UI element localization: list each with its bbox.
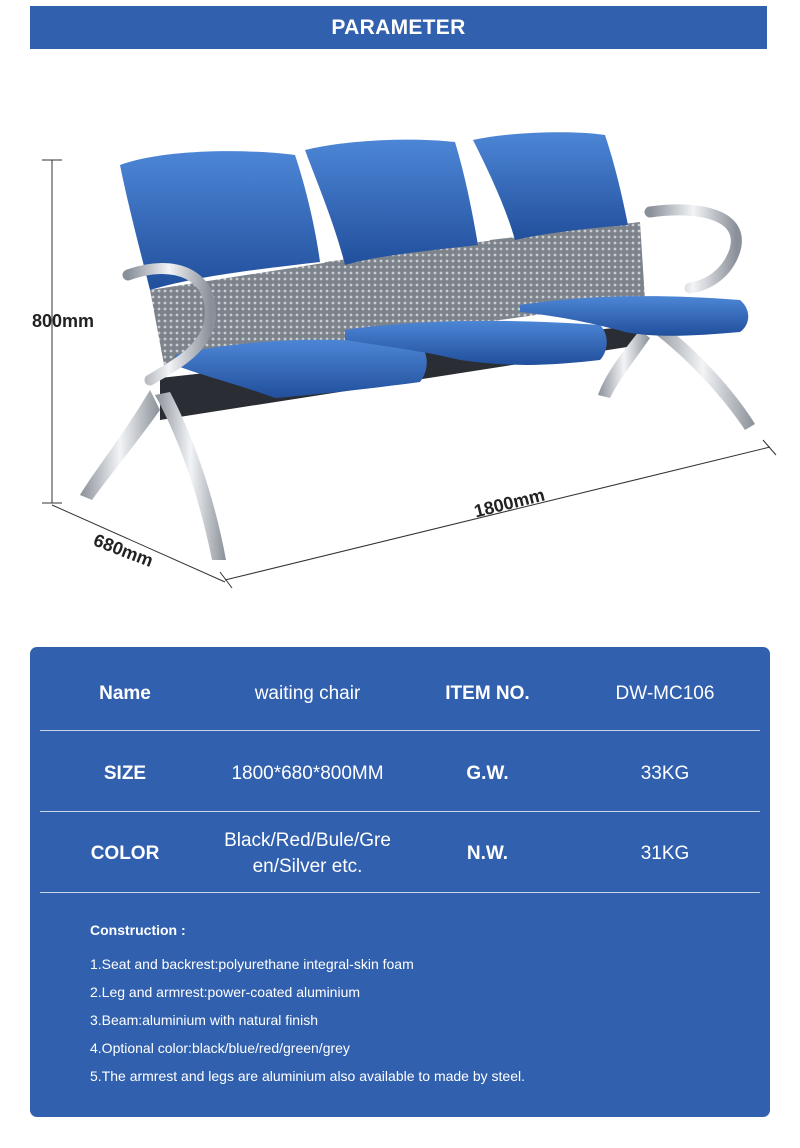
spec-label: N.W. xyxy=(466,843,509,864)
construction-item: 5.The armrest and legs are aluminium also available to made by steel. xyxy=(90,1068,525,1084)
construction-title: Construction : xyxy=(90,922,186,938)
construction-item: 2.Leg and armrest:power-coated aluminium xyxy=(90,984,361,1000)
spec-label: COLOR xyxy=(90,843,160,864)
width-dimension-label: 1800mm xyxy=(472,484,547,522)
spec-label: ITEM NO. xyxy=(445,683,530,704)
depth-dimension-label: 680mm xyxy=(90,530,156,571)
spec-divider xyxy=(40,811,760,812)
spec-value: 31KG xyxy=(640,843,690,864)
parameter-header xyxy=(30,6,767,49)
construction-section xyxy=(90,922,525,1090)
construction-item: 1.Seat and backrest:polyurethane integral-skin foam xyxy=(90,956,414,972)
spec-label: SIZE xyxy=(103,763,147,784)
waiting-chair-illustration xyxy=(0,120,800,600)
spec-value: Black/Red/Bule/Green/Silver etc. xyxy=(224,830,391,877)
spec-row xyxy=(40,654,760,734)
spec-row xyxy=(40,814,760,894)
spec-panel xyxy=(30,647,770,1117)
construction-item: 3.Beam:aluminium with natural finish xyxy=(90,1012,318,1028)
spec-divider xyxy=(40,892,760,893)
construction-item: 4.Optional color:black/blue/red/green/grey xyxy=(90,1040,350,1056)
spec-value: 1800*680*800MM xyxy=(231,763,384,784)
spec-label: G.W. xyxy=(466,763,509,784)
spec-label: Name xyxy=(99,683,151,704)
header-title: PARAMETER xyxy=(331,15,466,39)
depth-dimension-line xyxy=(52,505,225,582)
height-dimension-label: 800mm xyxy=(32,311,95,331)
spec-value: DW-MC106 xyxy=(615,683,715,704)
spec-value: waiting chair xyxy=(254,683,361,704)
spec-divider xyxy=(40,730,760,731)
spec-value: 33KG xyxy=(640,763,690,784)
spec-row xyxy=(40,734,760,814)
